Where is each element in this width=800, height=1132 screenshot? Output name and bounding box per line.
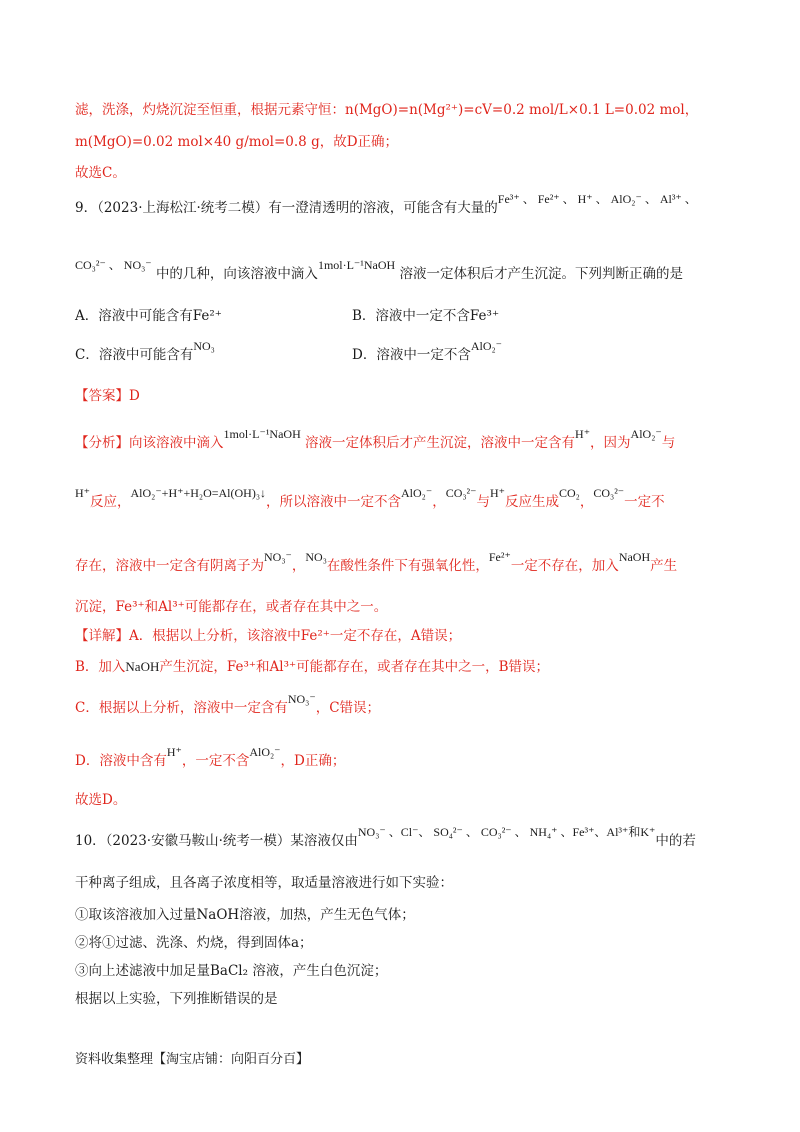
detail-text: D．溶液中含有: [75, 753, 167, 769]
q9-detail-c: [75, 692, 740, 717]
q9-analysis-line-4: 沉淀，Fe³⁺和Al³⁺可能都存在，或者存在其中之一。: [75, 599, 388, 615]
analysis-text: 与: [661, 435, 676, 451]
ion-alo2: AlO₂⁻: [401, 486, 433, 500]
q9-stem-text-3: 溶液一定体积后才产生沉淀。下列判断正确的是: [399, 266, 683, 282]
q10-step-2: ②将①过滤、洗涤、灼烧，得到固体a；: [75, 935, 313, 951]
q10-step-3: ③向上述滤液中加足量BaCl₂ 溶液，产生白色沉淀；: [75, 963, 388, 979]
analysis-text: 反应生成: [505, 494, 559, 510]
analysis-reagent: 1mol·L⁻¹NaOH: [223, 427, 301, 441]
q9-ion-list-2: CO₃²⁻ 、 NO₃⁻: [75, 258, 152, 272]
analysis-text: 在酸性条件下有强氧化性，: [326, 558, 489, 574]
prev-line-2: m(MgO)=0.02 mol×40 g/mol=0.8 g，故D正确；: [75, 134, 399, 150]
q9-option-c-ion: NO₃: [193, 339, 215, 353]
detail-text: C．根据以上分析，溶液中一定含有: [75, 700, 288, 716]
analysis-text: 一定不: [624, 494, 665, 510]
q9-detail-d: [75, 745, 740, 770]
ion-no3: NO₃⁻: [264, 550, 292, 564]
q10-step-1: ①取该溶液加入过量NaOH溶液，加热，产生无色气体；: [75, 907, 415, 923]
analysis-text: 反应，: [90, 494, 131, 510]
q9-detail-a: [75, 627, 740, 645]
detail-text: ，C错误；: [315, 700, 381, 716]
q9-reagent: 1mol·L⁻¹NaOH: [317, 258, 396, 272]
ion-fe2: Fe²⁺: [488, 550, 511, 564]
q9-ion-list-1: Fe³⁺ 、 Fe²⁺ 、 H⁺ 、 AlO₂⁻ 、 Al³⁺ 、: [497, 192, 697, 206]
q9-option-a: A．溶液中可能含有Fe²⁺: [75, 308, 222, 324]
prev-line-3: 故选C。: [75, 165, 126, 181]
analysis-text: ，: [432, 494, 446, 510]
detail-tag: 【详解】: [75, 628, 129, 644]
q9-stem-text: 9．（2023·上海松江·统考二模）有一澄清透明的溶液，可能含有大量的: [75, 200, 498, 216]
ion-no3: NO₃: [305, 550, 327, 564]
ion-h: H⁺: [575, 427, 591, 441]
analysis-text: 与: [476, 494, 490, 510]
reagent-naoh: NaOH: [125, 659, 160, 674]
page-footer: 资料收集整理【淘宝店铺：向阳百分百】: [75, 1052, 310, 1067]
detail-text: ，D正确；: [280, 753, 346, 769]
analysis-text: ，所以溶液中一定不含: [266, 494, 402, 510]
q10-ion-list: NO₃⁻ 、Cl⁻、 SO₄²⁻ 、 CO₃²⁻ 、 NH₄⁺ 、Fe³⁺、Al³⁺和K⁺: [357, 825, 656, 839]
ion-h: H⁺: [166, 745, 182, 759]
q9-detail-b: [75, 658, 740, 676]
q9-option-d-text: D．溶液中一定不含: [352, 347, 471, 363]
q9-option-b: B．溶液中一定不含Fe³⁺: [352, 308, 500, 324]
ion-alo2: AlO₂⁻: [249, 745, 281, 759]
q9-stem-line-2: [75, 258, 740, 283]
q9-option-d-ion: AlO₂⁻: [470, 339, 503, 353]
analysis-text: 向该溶液中滴入: [129, 435, 224, 451]
detail-text: B．加入: [75, 659, 126, 675]
answer-tag: 【答案】: [75, 388, 129, 404]
reagent-naoh: NaOH: [618, 550, 651, 564]
q9-analysis-line-3: [75, 550, 740, 575]
analysis-text: ，: [291, 558, 306, 574]
q9-option-c: [75, 339, 215, 364]
q9-analysis-line-2: [75, 486, 740, 511]
ion-alo2: AlO₂⁻: [630, 427, 662, 441]
q10-stem-line-1: [75, 825, 740, 850]
q9-analysis-line-1: [75, 427, 740, 452]
ion-h: H⁺: [75, 486, 90, 500]
ion-h: H⁺: [490, 486, 505, 500]
analysis-text: 一定不存在，加入: [510, 558, 619, 574]
ion-co3: CO₃²⁻: [593, 486, 625, 500]
reaction-equation: AlO₂⁻+H⁺+H₂O=Al(OH)₃↓: [130, 486, 267, 500]
q9-option-d: [352, 339, 503, 364]
analysis-text: 存在，溶液中一定含有阴离子为: [75, 558, 264, 574]
q10-stem-line-2: 干种离子组成，且各离子浓度相等，取适量溶液进行如下实验：: [75, 875, 453, 891]
analysis-tag: 【分析】: [75, 435, 129, 451]
detail-text: ，一定不含: [181, 753, 250, 769]
q10-question: 根据以上实验，下列推断错误的是: [75, 991, 278, 1007]
q9-answer: [75, 387, 740, 405]
q10-stem-text-2: 中的若: [655, 833, 696, 849]
prev-line-1: 滤，洗涤，灼烧沉淀至恒重，根据元素守恒：n(MgO)=n(Mg²⁺)=cV=0.2 mol/L×0.1 L=0.02 mol，: [75, 102, 699, 118]
analysis-text: ，因为: [590, 435, 631, 451]
q9-stem-line-1: [75, 192, 740, 217]
q9-end: 故选D。: [75, 792, 127, 808]
q10-stem-text: 10．（2023·安徽马鞍山·统考一模）某溶液仅由: [75, 833, 358, 849]
analysis-text: 产生: [650, 558, 678, 574]
detail-text: 产生沉淀，Fe³⁺和Al³⁺可能都存在，或者存在其中之一，B错误；: [159, 659, 550, 675]
answer-value: D: [129, 388, 140, 404]
molecule-co2: CO₂: [559, 486, 580, 500]
q9-option-c-text: C．溶液中可能含有: [75, 347, 194, 363]
detail-a-text: A．根据以上分析，该溶液中Fe²⁺一定不存在，A错误；: [129, 628, 462, 644]
analysis-text: 溶液一定体积后才产生沉淀，溶液中一定含有: [305, 435, 576, 451]
q9-stem-text-2: 中的几种，向该溶液中滴入: [155, 266, 318, 282]
ion-no3: NO₃⁻: [287, 692, 316, 706]
analysis-text: ，: [579, 494, 594, 510]
ion-co3: CO₃²⁻: [445, 486, 477, 500]
